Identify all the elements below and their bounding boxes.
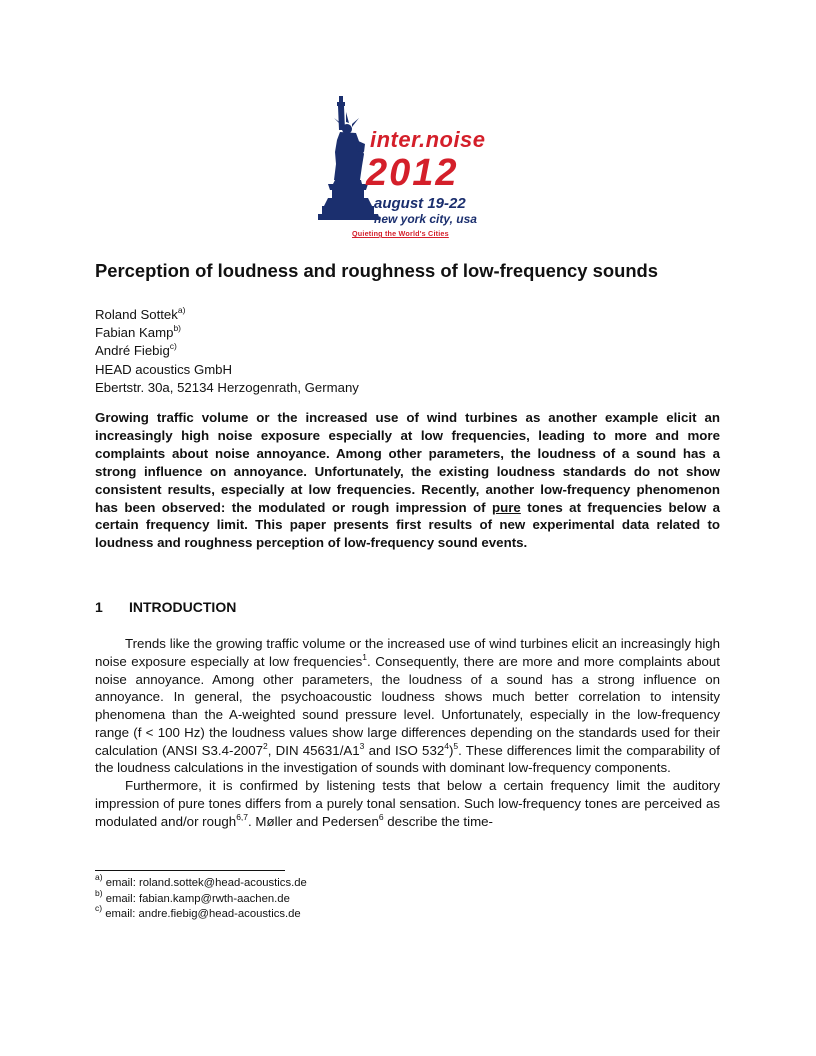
introduction-body	[95, 635, 720, 830]
author-name: André Fiebig	[95, 343, 170, 359]
author-affiliation-mark: c)	[169, 341, 177, 352]
reference-mark: 3	[359, 740, 365, 751]
author-line	[95, 342, 359, 360]
author-line	[95, 324, 359, 342]
footnotes	[95, 872, 307, 923]
reference-mark: 2	[263, 740, 268, 751]
abstract-text: Growing traffic volume or the increased use of wind turbines as another example elicit an increasingly high noise exposure especially at low frequencies, leading to more and more complaints about noise annoyance. Among other parameters, the loudness of a sound has a strong influence on annoyance. Unfortunately, the existing loudness standards do not show consistent results, especially at low frequencies. Recently, another low-frequency phenomenon has been observed: the modulated or rough impression of	[95, 410, 720, 515]
footnote-email: email: andre.fiebig@head-acoustics.de	[102, 908, 301, 920]
author-name: Roland Sottek	[95, 307, 178, 322]
abstract-text: tones at frequencies below a certain frequency limit. This paper presents first results of new experimental data related to loudness and roughness perception of low-frequency sound events.	[95, 499, 721, 551]
body-text-run: Furthermore, it is confirmed by listening tests that below a certain frequency limit the auditory impression of pure tones differs from a purely tonal sensation. Such low-frequency tones are perceived as modulated and/or rough	[95, 778, 720, 829]
author-line	[95, 306, 359, 324]
footnote-item	[95, 903, 307, 923]
logo-tagline: Quieting the World's Cities	[352, 229, 449, 238]
reference-mark: 1	[362, 651, 367, 662]
reference-mark: 4	[444, 740, 449, 751]
body-paragraph	[95, 777, 720, 830]
footnote-mark: c)	[95, 903, 103, 913]
author-affiliation-mark: a)	[177, 305, 186, 315]
body-text-run: . These differences limit the comparability of the loudness calculations in the investigation of sounds with dominant low-frequency components.	[95, 742, 720, 776]
body-text-run: . Møller and Pedersen	[248, 813, 379, 829]
logo-word-year: 2012	[366, 152, 459, 194]
logo-word-inter-noise: inter.noise	[370, 127, 486, 152]
body-text-run: and ISO 532	[364, 742, 445, 758]
footnote-mark: a)	[95, 872, 103, 882]
footnote-mark: b)	[95, 887, 103, 898]
author-name: Fabian Kamp	[95, 325, 174, 341]
footnote-divider	[95, 870, 285, 871]
reference-mark: 6,7	[236, 811, 249, 822]
body-text-run: , DIN 45631/A1	[267, 742, 360, 758]
author-block	[95, 306, 359, 397]
abstract	[95, 409, 720, 552]
section-number: 1	[95, 599, 103, 615]
author-affiliation-mark: b)	[173, 323, 181, 334]
body-text-run: Trends like the growing traffic volume or the increased use of wind turbines elicit an increasingly high noise exposure especially at low frequencies	[95, 636, 720, 669]
body-text-run: describe the time-	[383, 813, 493, 829]
body-text-run: )	[448, 742, 454, 758]
affiliation-address: Ebertstr. 30a, 52134 Herzogenrath, Germany	[95, 379, 359, 395]
paper-title: Perception of loudness and roughness of low-frequency sounds	[95, 260, 659, 281]
body-text-run: . Consequently, there are more and more complaints about noise annoyance. Among other parameters, the loudness of a sound has a strong influence on annoyance. In general, the psychoacoustic loudness shows much better correlation to intensity phenomena than the A-weighted sound pressure level. Unfortunately, especially in the low-frequency range (f < 100 Hz) the loudness values show large differences depending on the standards used for their calculation (ANSI S3.4-2007	[95, 653, 720, 758]
conference-logo	[318, 96, 508, 246]
body-paragraph	[95, 635, 720, 777]
reference-mark: 5	[453, 740, 459, 751]
footnote-item	[95, 872, 307, 892]
reference-mark: 6	[378, 811, 384, 822]
footnote-item	[95, 887, 307, 908]
abstract-underlined-word: pure	[492, 499, 521, 515]
section-heading	[95, 599, 236, 615]
footnote-email: email: fabian.kamp@rwth-aachen.de	[102, 892, 290, 905]
affiliation-org: HEAD acoustics GmbH	[95, 361, 233, 377]
logo-word-date: august 19-22	[374, 195, 466, 212]
footnote-email: email: roland.sottek@head-acoustics.de	[102, 877, 307, 889]
logo-word-city: new york city, usa	[374, 212, 477, 226]
section-title: INTRODUCTION	[129, 599, 237, 615]
